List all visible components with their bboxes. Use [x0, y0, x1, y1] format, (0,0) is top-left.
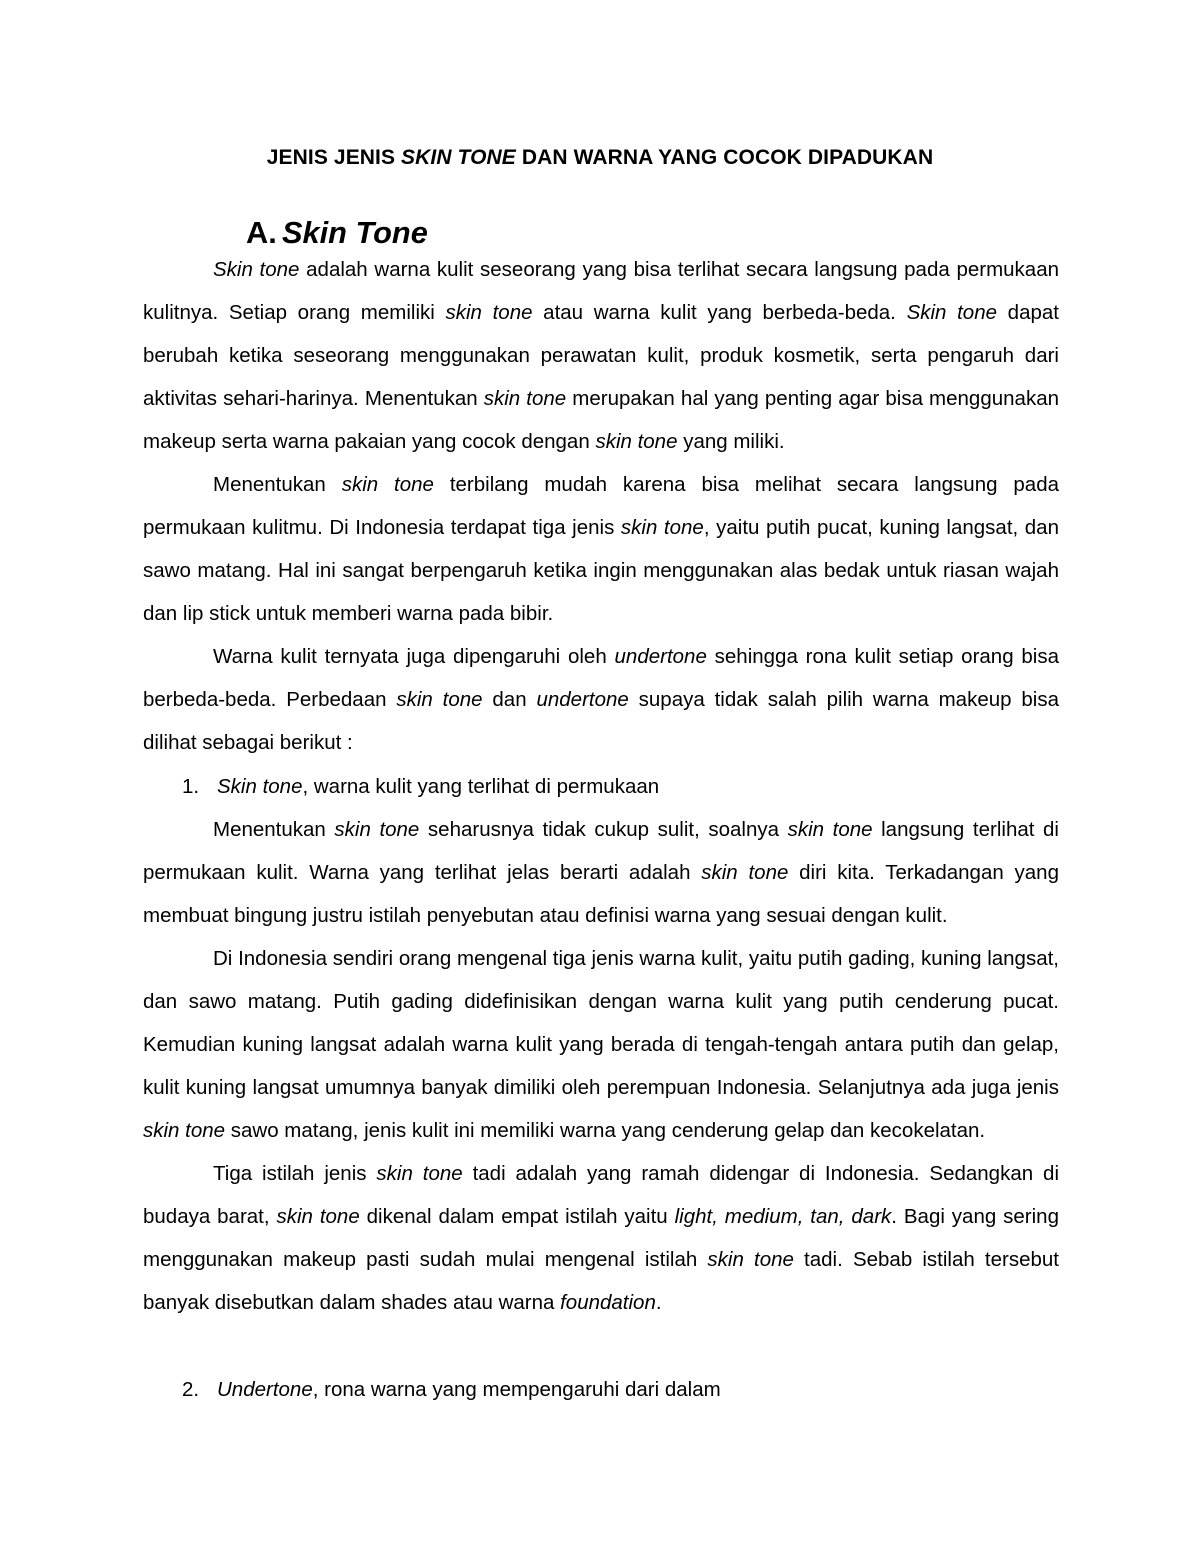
paragraph-2: [143, 463, 1059, 635]
italic-term: skin tone: [483, 387, 567, 410]
paragraph-3: [143, 635, 1059, 764]
text-run: Di Indonesia sendiri orang mengenal tiga jenis warna kulit, yaitu putih gading, kuning langsat, dan sawo matang. Putih gading didefinisikan dengan warna kulit yang putih cenderung pucat. Kemudian kuning langsat adalah warna kulit yang berada di tengah-tengah antara putih dan gelap, kulit kuning langsat umumnya banyak dimiliki oleh perempuan Indonesia. Selanjutnya ada juga jenis: [143, 947, 1059, 1099]
text-run: supaya tidak salah pilih warna makeup bisa dilihat sebagai berikut :: [143, 688, 1059, 754]
text-run: adalah warna kulit seseorang yang bisa terlihat secara langsung pada permukaan kulitnya. Setiap orang memiliki: [143, 258, 1059, 324]
italic-term: skin tone: [595, 430, 678, 453]
text-run: atau warna kulit yang berbeda-beda.: [532, 301, 907, 324]
text-run: diri kita. Terkadangan yang membuat bingung justru istilah penyebutan atau definisi warna yang sesuai dengan kulit.: [143, 861, 1059, 927]
section-a-heading: [246, 215, 428, 251]
section-a-title: Skin Tone: [282, 215, 428, 250]
italic-term: skin tone: [143, 1119, 226, 1142]
italic-term: undertone: [614, 645, 707, 668]
italic-term: skin tone: [707, 1248, 794, 1271]
text-run: tadi. Sebab istilah tersebut banyak disebutkan dalam shades atau warna: [143, 1248, 1059, 1314]
text-run: dan: [482, 688, 537, 711]
text-run: dapat berubah ketika seseorang menggunakan perawatan kulit, produk kosmetik, serta pengaruh dari aktivitas sehari-harinya. Menentukan: [143, 301, 1059, 410]
title-part-1: JENIS JENIS: [266, 146, 402, 169]
list-item-2: [182, 1368, 721, 1411]
italic-term: skin tone: [334, 818, 420, 841]
italic-term: skin tone: [620, 516, 704, 539]
paragraph-4: [143, 808, 1059, 937]
italic-term: skin tone: [341, 473, 434, 496]
text-run: terbilang mudah karena bisa melihat secara langsung pada permukaan kulitmu. Di Indonesia terdapat tiga jenis: [143, 473, 1059, 539]
italic-term: Skin tone: [213, 258, 300, 281]
document-title: [0, 146, 1200, 170]
list-item-1: [182, 765, 659, 808]
italic-term: undertone: [536, 688, 629, 711]
body-group-1: [143, 248, 1059, 764]
section-a-number: A.: [246, 215, 277, 250]
italic-term: skin tone: [787, 818, 873, 841]
body-group-2: [143, 808, 1059, 1324]
text-run: dikenal dalam empat istilah yaitu: [359, 1205, 675, 1228]
italic-term: skin tone: [396, 688, 483, 711]
italic-term: skin tone: [701, 861, 789, 884]
list-item-2-number: 2.: [182, 1378, 200, 1401]
text-run: merupakan hal yang penting agar bisa menggunakan makeup serta warna pakaian yang cocok dengan: [143, 387, 1059, 453]
paragraph-6: [143, 1152, 1059, 1324]
italic-term: foundation: [560, 1291, 656, 1314]
text-run: tadi adalah yang ramah didengar di Indonesia. Sedangkan di budaya barat,: [143, 1162, 1059, 1228]
list-item-2-text: , rona warna yang mempengaruhi dari dalam: [312, 1378, 721, 1401]
title-part-3: DAN WARNA YANG COCOK DIPADUKAN: [515, 146, 934, 169]
italic-term: skin tone: [276, 1205, 360, 1228]
text-run: sawo matang, jenis kulit ini memiliki warna yang cenderung gelap dan kecokelatan.: [225, 1119, 986, 1142]
text-run: Menentukan: [213, 473, 342, 496]
text-run: Menentukan: [213, 818, 335, 841]
list-item-1-number: 1.: [182, 775, 200, 798]
italic-term: skin tone: [445, 301, 533, 324]
title-part-2: SKIN TONE: [401, 146, 516, 169]
text-run: . Bagi yang sering menggunakan makeup pasti sudah mulai mengenal istilah: [143, 1205, 1059, 1271]
text-run: .: [655, 1291, 662, 1314]
list-item-1-term: Skin tone: [217, 775, 303, 798]
text-run: Warna kulit ternyata juga dipengaruhi oleh: [213, 645, 615, 668]
list-item-2-term: Undertone: [217, 1378, 313, 1401]
text-run: Tiga istilah jenis: [213, 1162, 377, 1185]
text-run: langsung terlihat di permukaan kulit. Warna yang terlihat jelas berarti adalah: [143, 818, 1059, 884]
italic-term: skin tone: [376, 1162, 463, 1185]
italic-term: light, medium, tan, dark: [674, 1205, 892, 1228]
text-run: yang miliki.: [677, 430, 785, 453]
text-run: seharusnya tidak cukup sulit, soalnya: [419, 818, 788, 841]
text-run: sehingga rona kulit setiap orang bisa berbeda-beda. Perbedaan: [143, 645, 1059, 711]
text-run: , yaitu putih pucat, kuning langsat, dan sawo matang. Hal ini sangat berpengaruh ketika ingin menggunakan alas bedak untuk riasan wajah dan lip stick untuk memberi warna pada bibir.: [143, 516, 1059, 625]
italic-term: Skin tone: [906, 301, 998, 324]
paragraph-1: [143, 248, 1059, 463]
paragraph-5: [143, 937, 1059, 1152]
list-item-1-text: , warna kulit yang terlihat di permukaan: [302, 775, 660, 798]
